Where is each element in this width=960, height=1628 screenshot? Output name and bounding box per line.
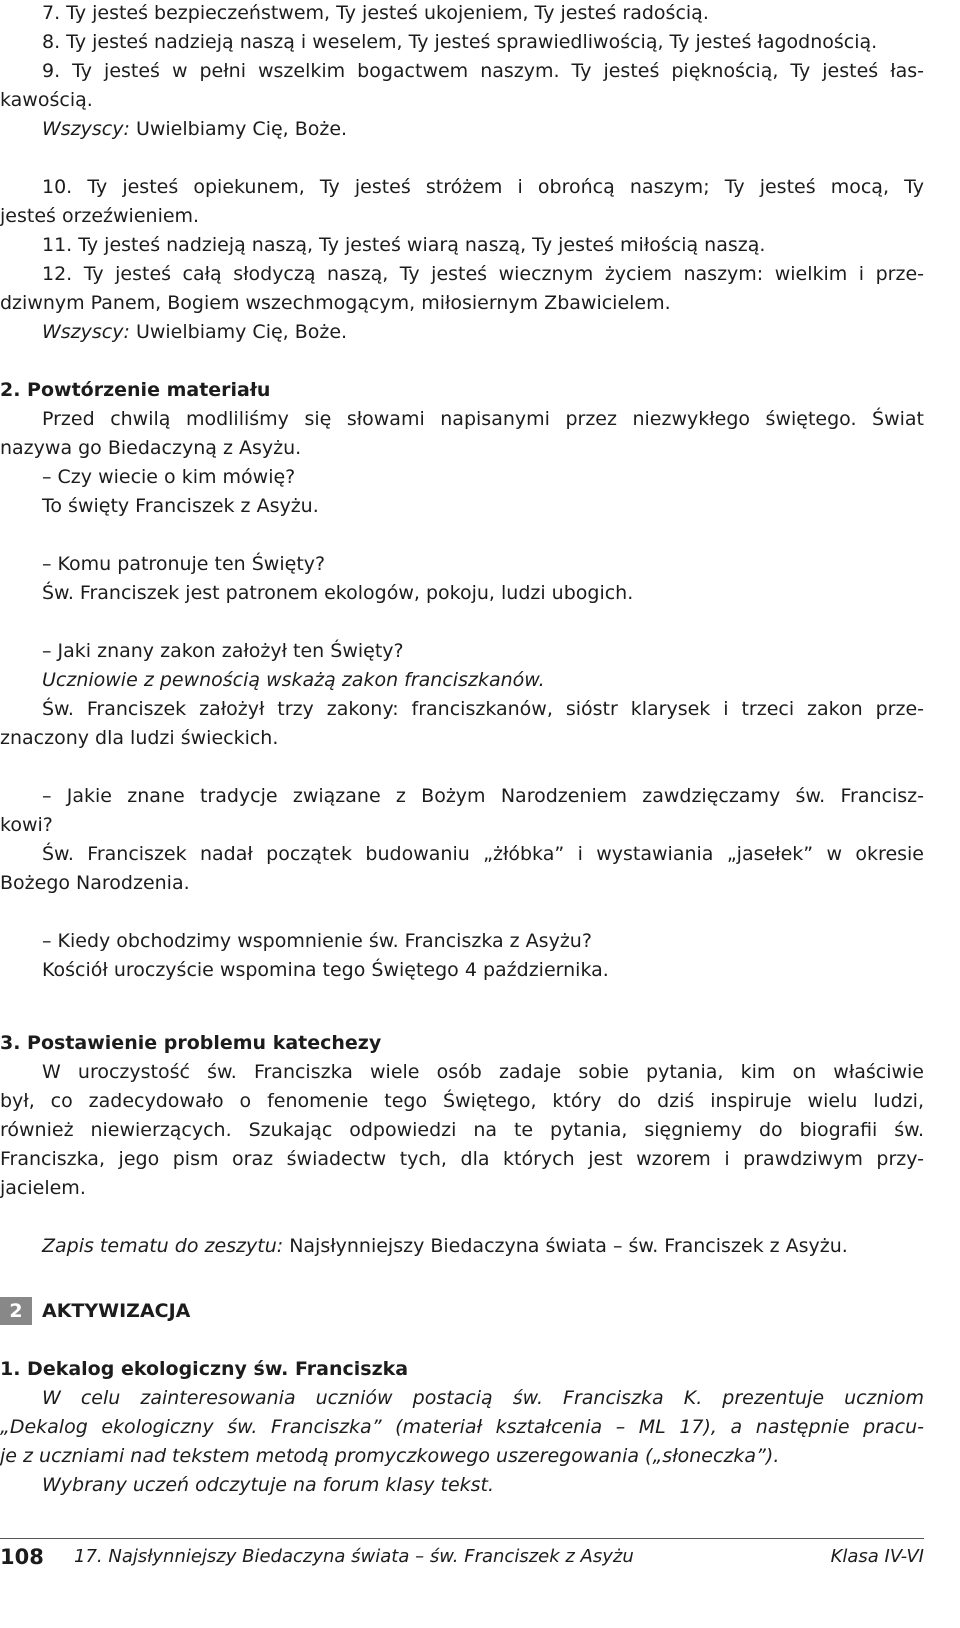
page-number: 108 [0, 1545, 44, 1569]
dekalog-heading: 1. Dekalog ekologiczny św. Franciszka [0, 1358, 409, 1380]
response-line [42, 116, 924, 142]
topic-line [42, 1233, 924, 1259]
section-2-paragraph-cont: nazywa go Biedaczyną z Asyżu. [0, 437, 302, 459]
question-4-cont: kowi? [0, 814, 53, 836]
response-text: Uwielbiamy Cię, Boże. [135, 118, 348, 140]
footer-rule [0, 1538, 924, 1539]
answer-4: Św. Franciszek nadał początek budowaniu „żłóbka” i wystawiania „jasełek” w okresie [42, 843, 924, 865]
response-label: Wszyscy: [42, 118, 130, 140]
dekalog-line-1: W celu zainteresowania uczniów postacią św. Franciszka K. prezentuje uczniom [42, 1387, 924, 1409]
answer-5: Kościół uroczyście wspomina tego Świętego 4 października. [42, 959, 609, 981]
litany-line-10: 10. Ty jesteś opiekunem, Ty jesteś stróżem i obrońcą naszym; Ty jesteś mocą, Ty [42, 176, 924, 198]
section-3-line-5: jacielem. [0, 1177, 86, 1199]
answer-3-note: Uczniowie z pewnością wskażą zakon franciszkanów. [42, 669, 545, 691]
answer-3: Św. Franciszek założył trzy zakony: franciszkanów, sióstr klarysek i trzeci zakon prze- [42, 698, 924, 720]
litany-line-11: 11. Ty jesteś nadzieją naszą, Ty jesteś wiarą naszą, Ty jesteś miłością naszą. [42, 234, 766, 256]
class-label: Klasa IV-VI [830, 1546, 924, 1567]
section-3-line-2: był, co zadecydowało o fenomenie tego Świętego, który do dziś inspiruje wielu ludzi, [0, 1090, 924, 1112]
response-label: Wszyscy: [42, 321, 130, 343]
dekalog-line-2: „Dekalog ekologiczny św. Franciszka” (materiał kształcenia – ML 17), a następnie pracu- [0, 1416, 924, 1438]
question-1: – Czy wiecie o kim mówię? [42, 466, 296, 488]
section-2-paragraph: Przed chwilą modliliśmy się słowami napisanymi przez niezwykłego świętego. Świat [42, 408, 924, 430]
section-3-heading: 3. Postawienie problemu katechezy [0, 1032, 382, 1054]
response-line-2 [42, 319, 924, 345]
topic-text: Najsłynniejszy Biedaczyna świata – św. Franciszek z Asyżu. [289, 1235, 848, 1257]
topic-label: Zapis tematu do zeszytu: [42, 1235, 284, 1257]
litany-line-7: 7. Ty jesteś bezpieczeństwem, Ty jesteś ukojeniem, Ty jesteś radością. [42, 2, 709, 24]
question-2: – Komu patronuje ten Święty? [42, 553, 326, 575]
dekalog-line-4: Wybrany uczeń odczytuje na forum klasy tekst. [42, 1474, 495, 1496]
section-3-line-3: również niewierzących. Szukając odpowiedzi na te pytania, sięgniemy do biografii św. [0, 1119, 924, 1141]
chapter-title: 17. Najsłynniejszy Biedaczyna świata – św. Franciszek z Asyżu [74, 1546, 634, 1567]
answer-4-cont: Bożego Narodzenia. [0, 872, 190, 894]
litany-line-8: 8. Ty jesteś nadzieją naszą i weselem, Ty jesteś sprawiedliwością, Ty jesteś łagodnością. [42, 31, 878, 53]
litany-line-9: 9. Ty jesteś w pełni wszelkim bogactwem naszym. Ty jesteś pięknością, Ty jesteś łas- [42, 60, 924, 82]
section-2-heading: 2. Powtórzenie materiału [0, 379, 271, 401]
litany-line-10-cont: jesteś orzeźwieniem. [0, 205, 200, 227]
litany-line-12-cont: dziwnym Panem, Bogiem wszechmogącym, miłosiernym Zbawicielem. [0, 292, 671, 314]
answer-1: To święty Franciszek z Asyżu. [42, 495, 319, 517]
question-5: – Kiedy obchodzimy wspomnienie św. Franciszka z Asyżu? [42, 930, 592, 952]
litany-line-9-cont: kawością. [0, 89, 93, 111]
section-title: AKTYWIZACJA [42, 1300, 191, 1322]
section-3-line-4: Franciszka, jego pism oraz świadectw tych, dla których jest wzorem i prawdziwym przy- [0, 1148, 924, 1170]
answer-2: Św. Franciszek jest patronem ekologów, pokoju, ludzi ubogich. [42, 582, 634, 604]
section-3-line-1: W uroczystość św. Franciszka wiele osób zadaje sobie pytania, kim on właściwie [42, 1061, 924, 1083]
litany-line-12: 12. Ty jesteś całą słodyczą naszą, Ty jesteś wiecznym życiem naszym: wielkim i prze- [42, 263, 924, 285]
section-number-badge: 2 [0, 1297, 32, 1325]
answer-3-cont: znaczony dla ludzi świeckich. [0, 727, 279, 749]
question-4: – Jakie znane tradycje związane z Bożym Narodzeniem zawdzięczamy św. Francisz- [42, 785, 924, 807]
response-text: Uwielbiamy Cię, Boże. [135, 321, 348, 343]
dekalog-line-3: je z uczniami nad tekstem metodą promyczkowego uszeregowania („słoneczka”). [0, 1445, 780, 1467]
question-3: – Jaki znany zakon założył ten Święty? [42, 640, 404, 662]
